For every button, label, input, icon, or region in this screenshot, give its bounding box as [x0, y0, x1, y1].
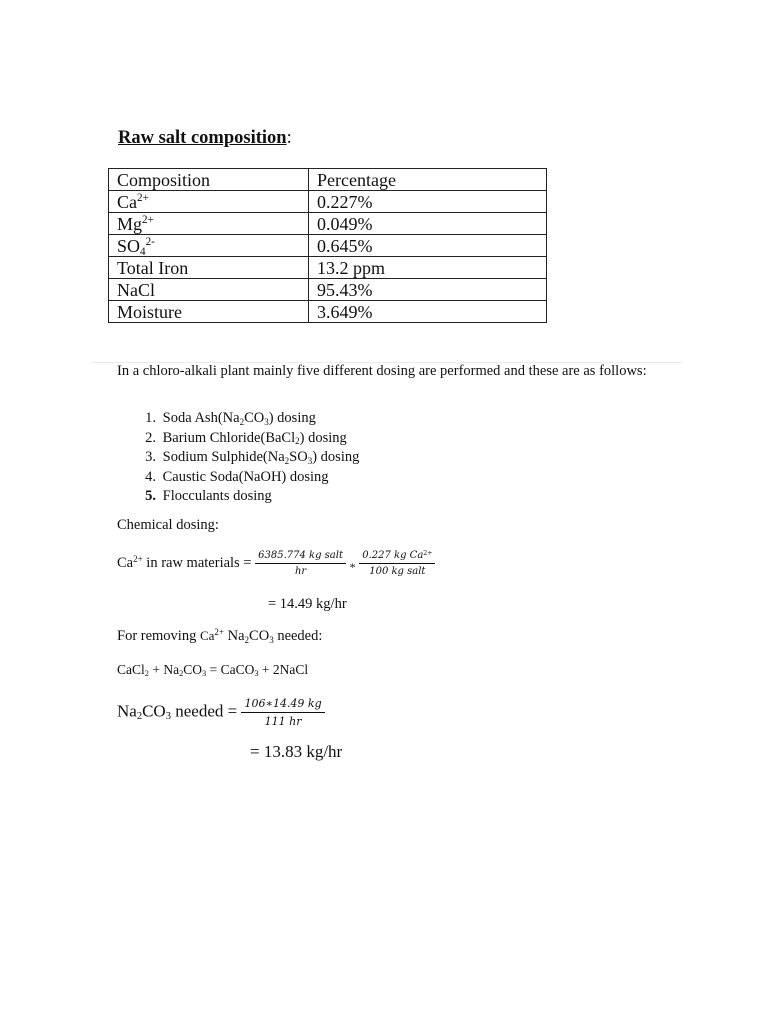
soda-ash-calculation: $Na_2CO_3$ needed = $\frac{106∗14.49 kg}{111 hr}$ — [117, 697, 325, 728]
component-cell: $SO_4^{2-}$ — [109, 235, 309, 257]
percentage-cell: 0.227% — [309, 191, 547, 213]
table-row — [109, 191, 547, 213]
component-cell: Moisture — [109, 301, 309, 323]
list-item: 2. Barium Chloride(BaCl$_2$) dosing — [145, 429, 347, 447]
heading-colon: : — [286, 128, 292, 148]
table-row — [109, 235, 547, 257]
calcium-result: = 14.49 kg/hr — [268, 596, 347, 612]
component-cell: Total Iron — [109, 257, 309, 279]
table-header-row — [109, 169, 547, 191]
heading-text: Raw salt composition — [118, 128, 287, 148]
list-item: 3. Sodium $Sulphide(Na_2SO_3)$ dosing — [145, 449, 360, 466]
component-cell: $Ca^{2+}$ — [109, 191, 309, 213]
fraction-soda-ash: $\frac{106∗14.49 kg}{111 hr}$ — [241, 697, 324, 728]
intro-paragraph: In a chloro-alkali plant mainly five different dosing are performed and these are as follows: — [117, 363, 647, 379]
fraction-salt-rate: $\frac{\text{6385.774 kg salt}}{hr}$ — [255, 550, 346, 577]
calcium-calculation: $Ca^{2+}$ in raw materials = $\frac{\text{6385.774 kg salt}}{hr}$ $_*$ $\frac{0.227 kg Ca^{2+}}{\text{100 kg salt}}$ — [117, 550, 435, 577]
percentage-cell: 13.2 ppm — [309, 257, 547, 279]
percentage-cell: 0.049% — [309, 213, 547, 235]
percentage-cell: 3.649% — [309, 301, 547, 323]
removal-statement: For removing $Ca^{2+}$ $Na_2CO_3$ needed: — [117, 627, 323, 645]
table-row — [109, 301, 547, 323]
component-cell: NaCl — [109, 279, 309, 301]
percentage-cell: 95.43% — [309, 279, 547, 301]
reaction-equation: CaCl$_2$ + $Na_2CO_3$ = CaCO$_3$ + 2NaCl — [117, 662, 309, 679]
table-row — [109, 213, 547, 235]
percentage-cell: 0.645% — [309, 235, 547, 257]
soda-ash-result: = 13.83 kg/hr — [250, 742, 343, 761]
column-header-percentage: Percentage — [309, 169, 547, 191]
list-item: 4. Caustic Soda(NaOH) dosing — [145, 468, 329, 485]
table-row — [109, 279, 547, 301]
fraction-calcium-content: $\frac{0.227 kg Ca^{2+}}{\text{100 kg salt}}$ — [359, 550, 435, 577]
list-item: 1. Soda $Ash(Na_2CO_3)$ dosing — [145, 410, 316, 427]
dosing-list — [118, 409, 359, 507]
column-header-composition: Composition — [109, 169, 309, 191]
section-heading — [118, 128, 292, 149]
component-cell: $Mg^{2+}$ — [109, 213, 309, 235]
table-row — [109, 257, 547, 279]
list-item: 5. Flocculants dosing — [145, 488, 272, 504]
composition-table — [108, 168, 547, 323]
chemical-dosing-label: Chemical dosing: — [117, 517, 219, 533]
